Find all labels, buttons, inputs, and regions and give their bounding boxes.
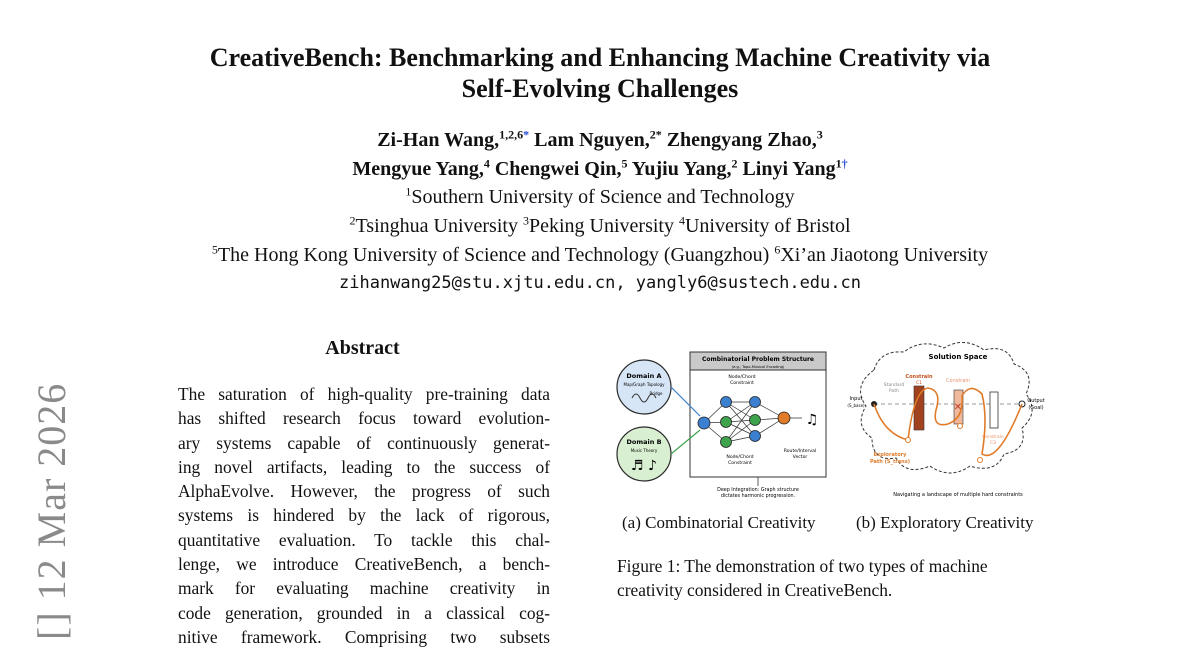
author-affil-sup: 3 <box>816 127 823 142</box>
abstract-line: The saturation of high-quality pre-training data <box>178 384 550 404</box>
exploratory-panel <box>847 342 1044 498</box>
standard-path-label: Standard <box>883 383 905 388</box>
paper-title <box>0 42 1200 104</box>
c2-label: Constrain <box>946 378 970 384</box>
path-waypoint <box>958 424 963 429</box>
affiliation-list <box>0 183 1200 270</box>
input-sub-label: (S_base) <box>847 403 865 408</box>
affil-sup: 6 <box>774 242 781 257</box>
author-name: Lam Nguyen, <box>534 129 650 151</box>
figure-1-diagram <box>612 340 1052 510</box>
c3-sub-label: C3 <box>989 441 997 446</box>
subcaption-a: (a) Combinatorial Creativity <box>622 513 816 532</box>
author-affil-sup: 2 <box>649 127 656 142</box>
network-node <box>750 431 761 442</box>
exploratory-label-2: Path (S_trans) <box>869 459 911 465</box>
abstract-heading: Abstract <box>325 337 400 359</box>
network-node <box>750 415 761 426</box>
affil-sup: 2 <box>349 213 356 228</box>
subcaption-b: (b) Exploratory Creativity <box>856 513 1034 532</box>
abstract-line: mark for evaluating machine creativity in <box>178 578 550 599</box>
author-name: Zi-Han Wang, <box>377 129 500 151</box>
domain-b-label: Domain B <box>626 438 662 446</box>
author-line-2 <box>0 155 1200 184</box>
output-sub-label: (Goal) <box>1028 405 1044 411</box>
navigating-caption: Navigating a landscape of multiple hard constraints <box>893 492 1023 498</box>
node-label-bottom-2: Constraint <box>728 461 752 466</box>
abstract-line: nitive framework. Comprising two subsets <box>178 626 550 647</box>
node-label-top: Node/Chord <box>728 375 756 380</box>
corresponding-mark[interactable]: † <box>841 156 848 171</box>
abstract-line: systems is hindered by the lack of rigorous, <box>178 505 550 526</box>
network-node <box>721 437 732 448</box>
domain-b-sub: Music Theory <box>630 448 658 453</box>
affil-name: Tsinghua University <box>355 215 523 237</box>
domain-a-circle <box>617 360 671 414</box>
title-line-1: CreativeBench: Benchmarking and Enhancing Machine Creativity via <box>209 43 991 72</box>
standard-path-label-2: Path <box>889 389 899 394</box>
output-label: Output <box>1027 398 1045 404</box>
domain-a-tag: Bridge <box>649 391 663 396</box>
author-name: Mengyue Yang, <box>352 158 484 180</box>
affil-name: Peking University <box>528 215 679 237</box>
author-affil-sup: 4 <box>483 156 490 171</box>
abstract-line: AlphaEvolve. However, the progress of such <box>178 481 550 502</box>
music-score-icon: ♫ <box>805 412 819 428</box>
abstract-line: ary systems capable of continuously generat- <box>178 432 550 453</box>
node-label-bottom: Node/Chord <box>726 455 754 460</box>
affil-sup: 1 <box>405 184 412 199</box>
affil-name: The Hong Kong University of Science and Technology (Guangzhou) <box>217 244 775 266</box>
author-line-1 <box>0 126 1200 155</box>
structure-subheader: (e.g., Topo-Musical Encoding) <box>731 365 785 369</box>
combinatorial-panel <box>617 352 826 499</box>
author-emails[interactable]: zihanwang25@stu.xjtu.edu.cn, yangly6@sustech.edu.cn <box>339 273 861 293</box>
deep-integration-line-1: Deep Integration: Graph structure <box>717 488 799 493</box>
affil-sup: 5 <box>211 242 218 257</box>
author-name: Linyi Yang <box>742 158 836 180</box>
author-affil-sup: 1 <box>835 156 842 171</box>
domain-a-sub: Map/Graph Topology <box>623 382 665 387</box>
structure-header: Combinatorial Problem Structure <box>701 356 815 363</box>
author-list <box>0 126 1200 184</box>
affil-sup: 3 <box>522 213 529 228</box>
affiliation-line <box>0 241 1200 270</box>
title-line-2: Self-Evolving Challenges <box>461 74 739 103</box>
node-label-top-2: Constraint <box>730 381 754 386</box>
affil-name: University of Bristol <box>684 215 851 237</box>
route-label: Route/Interval <box>783 449 817 454</box>
blocked-x-icon: ✕ <box>953 402 963 413</box>
affil-name: Southern University of Science and Technology <box>411 186 795 208</box>
figure-caption-line-1: Figure 1: The demonstration of two types of machine <box>617 556 988 576</box>
figure-caption-line-2: creativity considered in CreativeBench. <box>617 580 893 600</box>
domain-a-label: Domain A <box>626 372 662 380</box>
c1-sub-label: C1 <box>915 381 923 386</box>
abstract-body <box>178 382 550 649</box>
input-label: Input <box>849 396 863 402</box>
exploratory-label: Exploratory <box>873 452 907 458</box>
author-affil-sup: 5 <box>621 156 628 171</box>
path-waypoint <box>906 438 911 443</box>
abstract-line: quantitative evaluation. To tackle this chal- <box>178 529 550 550</box>
c3-label: Constrain <box>982 435 1004 440</box>
author-name: Zhengyang Zhao, <box>666 129 817 151</box>
network-node <box>721 397 732 408</box>
affil-name: Xi’an Jiaotong University <box>780 244 989 266</box>
abstract-line: code generation, grounded in a classical cog- <box>178 602 550 623</box>
output-node <box>778 412 790 424</box>
author-name: Yujiu Yang, <box>631 158 732 180</box>
constraint-c3-bar <box>990 392 998 428</box>
equal-contrib-mark[interactable]: * <box>523 127 530 142</box>
path-waypoint <box>978 458 983 463</box>
route-label-2: Vector <box>792 455 808 460</box>
deep-integration-line-2: dictates harmonic progression. <box>720 494 796 499</box>
affiliation-line <box>0 212 1200 241</box>
network-node <box>750 397 761 408</box>
author-affil-sup: 1,2,6 <box>499 127 524 142</box>
network-node <box>698 417 710 429</box>
solution-space-label: Solution Space <box>928 353 988 361</box>
exploratory-path <box>874 388 1022 455</box>
arxiv-date-stamp: [] 12 Mar 2026 <box>29 382 74 640</box>
figure-caption <box>617 554 1077 602</box>
affiliation-line <box>0 183 1200 212</box>
abstract-line: lenge, we introduce CreativeBench, a bench- <box>178 554 550 575</box>
equal-contrib-mark: * <box>655 127 662 142</box>
network-node <box>721 417 732 428</box>
c1-label: Constrain <box>905 374 933 380</box>
abstract-line: ing novel artifacts, leading to the success of <box>178 456 550 477</box>
author-affil-sup: 2 <box>731 156 738 171</box>
constraint-c1-bar <box>914 386 924 430</box>
author-name: Chengwei Qin, <box>494 158 622 180</box>
music-notes-icon: ♬ ♪ <box>631 458 657 474</box>
affil-sup: 4 <box>678 213 685 228</box>
abstract-line: has shifted research focus toward evolution- <box>178 408 550 429</box>
